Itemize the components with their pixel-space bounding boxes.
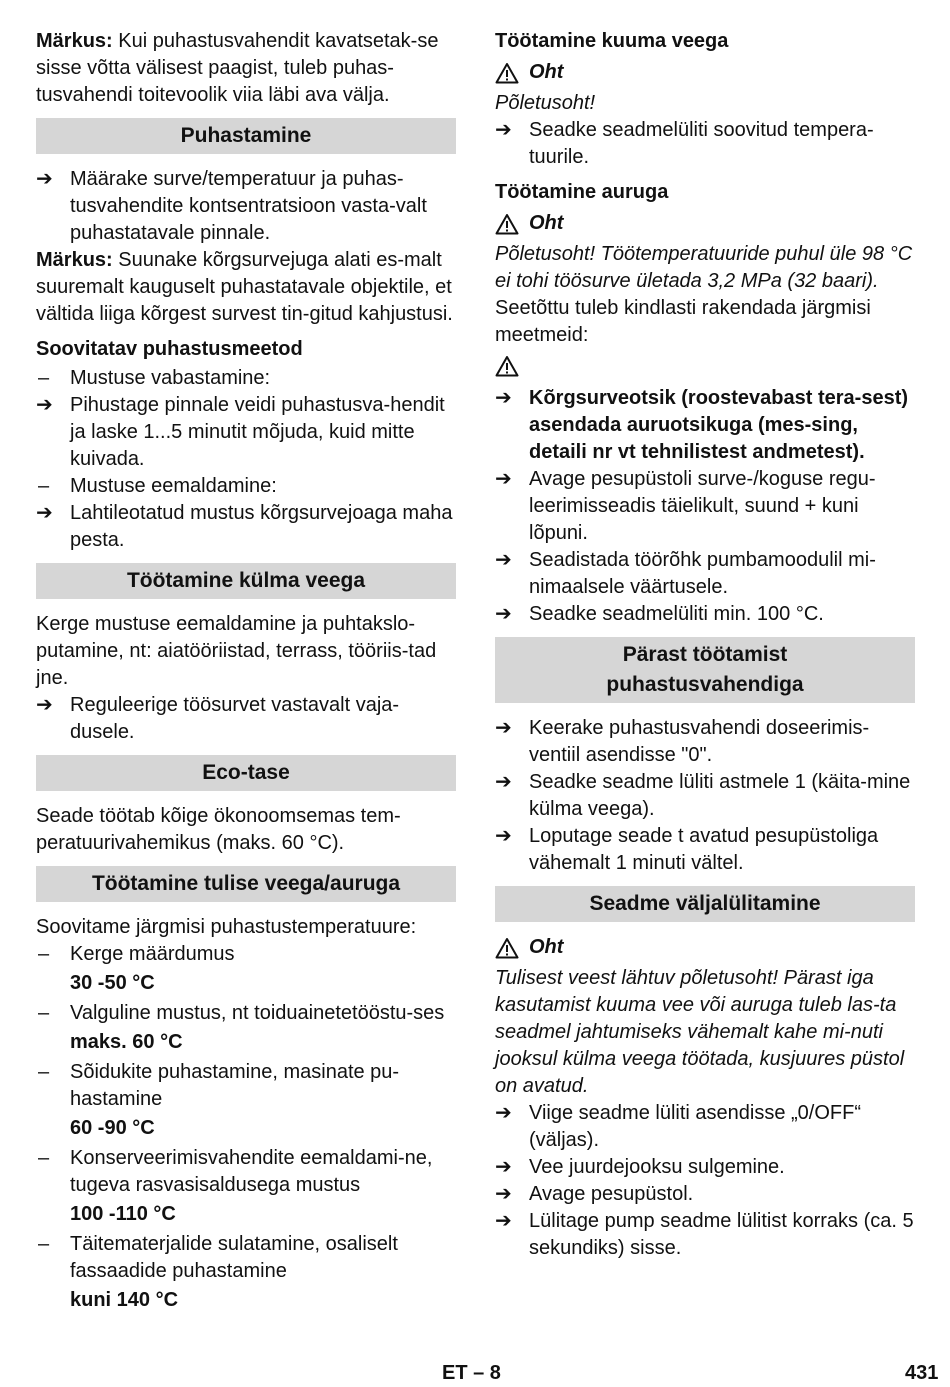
arrow-right-icon: ➔ <box>495 717 512 739</box>
off-warning-text: Tulisest veest lähtuv põletusoht! Pärast iga kasutamist kuuma vee või auruga tuleb las-ta seadmel jahtumiseks vähemalt kahe mi-nuti jooksul külma veega töötada, kusjuures püstol on avatud. <box>495 967 905 1097</box>
list-item: ➔ Loputage seade t avatud pesupüstoliga vähemalt 1 minuti vältel. <box>495 825 879 874</box>
warning-label: Oht <box>495 934 915 961</box>
list-item: ➔ Pihustage pinnale veidi puhastusva-hendit ja laske 1...5 minutit mõjuda, kuid mitte kuivada. <box>36 394 445 470</box>
arrow-right-icon: ➔ <box>495 1183 512 1205</box>
list-item: ➔ Avage pesupüstoli surve-/koguse regu-leerimisseadis täielikult, suund + kuni lõpuni. <box>495 468 876 544</box>
temp-value: 30 -50 °C <box>70 972 155 994</box>
temp-value: 100 -110 °C <box>70 1203 176 1225</box>
list-item: ➔ Avage pesupüstol. <box>495 1181 915 1208</box>
temp-item: – Konserveerimisvahendite eemaldami-ne, tugeva rasvasisaldusega mustus <box>38 1147 433 1196</box>
list-item: ➔ Keerake puhastusvahendi doseerimis-ventiil asendisse "0". <box>495 717 870 766</box>
arrow-right-icon: ➔ <box>495 119 512 141</box>
list-item: ➔ Lahtileotatud mustus kõrgsurvejoaga maha pesta. <box>36 502 453 551</box>
note-pressure-distance: Märkus: Suunake kõrgsurvejuga alati es-malt suuremalt kauguselt puhastatavale objektile, et vältida liiga kõrgest survest tin-gitud kahjustusi. <box>36 249 453 325</box>
footer-language: ET <box>442 1362 468 1384</box>
dash-bullet: – <box>38 1233 50 1255</box>
dash-bullet: – <box>38 943 50 965</box>
note-external-tank: Märkus: Kui puhastusvahendit kavatsetak-se sisse võtta välisest paagist, tuleb puhas-tusvahendi toitevoolik viia läbi ava välja. <box>36 30 439 106</box>
list-item: ➔ Vee juurdejooksu sulgemine. <box>495 1154 915 1181</box>
temp-item: – Sõidukite puhastamine, masinate pu-hastamine <box>38 1061 400 1110</box>
section-heading-puhastamine: Puhastamine <box>36 118 456 154</box>
arrow-right-icon: ➔ <box>495 603 512 625</box>
list-item: – Mustuse eemaldamine: <box>36 473 456 500</box>
list-item: ➔ Määrake surve/temperatuur ja puhas-tusvahendite kontsentratsioon vasta-valt puhastatavale pinnale. <box>36 168 427 244</box>
arrow-right-icon: ➔ <box>495 1102 512 1124</box>
dash-bullet: – <box>38 367 50 389</box>
steam-warning-text: Põletusoht! Töötemperatuuride puhul üle 98 °C ei tohi töösurve ületada 3,2 MPa (32 baari). <box>495 243 913 292</box>
warning-label: Oht <box>495 210 915 237</box>
arrow-right-icon: ➔ <box>36 502 53 524</box>
hot-water-title: Töötamine kuuma veega <box>495 30 729 52</box>
arrow-right-icon: ➔ <box>36 168 53 190</box>
section-heading-kulm: Töötamine külma veega <box>36 563 456 599</box>
footer-page: – 8 <box>473 1362 501 1384</box>
section-heading-off: Seadme väljalülitamine <box>495 886 915 922</box>
arrow-right-icon: ➔ <box>495 825 512 847</box>
temp-value: kuni 140 °C <box>70 1289 179 1311</box>
steam-title: Töötamine auruga <box>495 181 669 203</box>
list-item: ➔ Seadke seadme lüliti astmele 1 (käita-mine külma veega). <box>495 771 911 820</box>
arrow-right-icon: ➔ <box>495 1210 512 1232</box>
arrow-right-icon: ➔ <box>495 771 512 793</box>
dash-bullet: – <box>38 1147 50 1169</box>
arrow-right-icon: ➔ <box>36 694 53 716</box>
arrow-right-icon: ➔ <box>495 468 512 490</box>
arrow-right-icon: ➔ <box>495 387 512 409</box>
list-item: – Mustuse vabastamine: <box>36 365 456 392</box>
list-item: ➔ Seadke seadmelüliti min. 100 °C. <box>495 601 915 628</box>
method-title: Soovitatav puhastusmeetod <box>36 338 303 360</box>
left-column <box>36 28 456 1317</box>
warning-triangle-icon <box>495 62 519 84</box>
temp-item: – Valguline mustus, nt toiduainetetööstu-ses <box>36 1000 456 1027</box>
warning-triangle-icon <box>495 213 519 235</box>
hot-warning-text: Põletusoht! <box>495 92 596 114</box>
section-heading-eco: Eco-tase <box>36 755 456 791</box>
list-item: ➔ Reguleerige töösurvet vastavalt vaja-dusele. <box>36 694 400 743</box>
dash-bullet: – <box>38 1061 50 1083</box>
kulm-text: Kerge mustuse eemaldamine ja puhtakslo-putamine, nt: aiatööriistad, terrass, tööriis-tad jne. <box>36 613 437 689</box>
right-column <box>495 28 915 1262</box>
eco-text: Seade töötab kõige ökonoomsemas tem-peratuurivahemikus (maks. 60 °C). <box>36 805 401 854</box>
temp-item: – Kerge määrdumus <box>36 941 456 968</box>
list-item: ➔ Seadke seadmelüliti soovitud tempera-tuurile. <box>495 119 874 168</box>
dash-bullet: – <box>38 475 50 497</box>
temp-value: maks. 60 °C <box>70 1031 183 1053</box>
section-heading-after: Pärast töötamist puhastusvahendiga <box>495 637 915 703</box>
list-item: ➔ Lülitage pump seadme lülitist korraks (ca. 5 sekundiks) sisse. <box>495 1210 914 1259</box>
steam-text: Seetõttu tuleb kindlasti rakendada järgmisi meetmeid: <box>495 297 871 346</box>
temp-value: 60 -90 °C <box>70 1117 155 1139</box>
arrow-right-icon: ➔ <box>495 549 512 571</box>
arrow-right-icon: ➔ <box>36 394 53 416</box>
temp-item: – Täitematerjalide sulatamine, osaliselt fassaadide puhastamine <box>38 1233 398 1282</box>
list-item: ➔ Kõrgsurveotsik (roostevabast tera-sest) asendada auruotsikuga (mes-sing, detaili nr vt tehnilistest andmetest). <box>495 387 909 463</box>
tuline-intro: Soovitame järgmisi puhastustemperatuure: <box>36 916 417 938</box>
dash-bullet: – <box>38 1002 50 1024</box>
warning-triangle-icon <box>495 355 519 377</box>
warning-triangle-icon <box>495 937 519 959</box>
list-item: ➔ Seadistada töörõhk pumbamoodulil mi-nimaalsele väärtusele. <box>495 549 876 598</box>
section-heading-tuline: Töötamine tulise veega/auruga <box>36 866 456 902</box>
warning-label: Oht <box>495 59 915 86</box>
arrow-right-icon: ➔ <box>495 1156 512 1178</box>
warning-symbol <box>495 355 915 377</box>
list-item: ➔ Viige seadme lüliti asendisse „0/OFF“ (väljas). <box>495 1102 861 1151</box>
page-number: 431 <box>905 1362 939 1384</box>
